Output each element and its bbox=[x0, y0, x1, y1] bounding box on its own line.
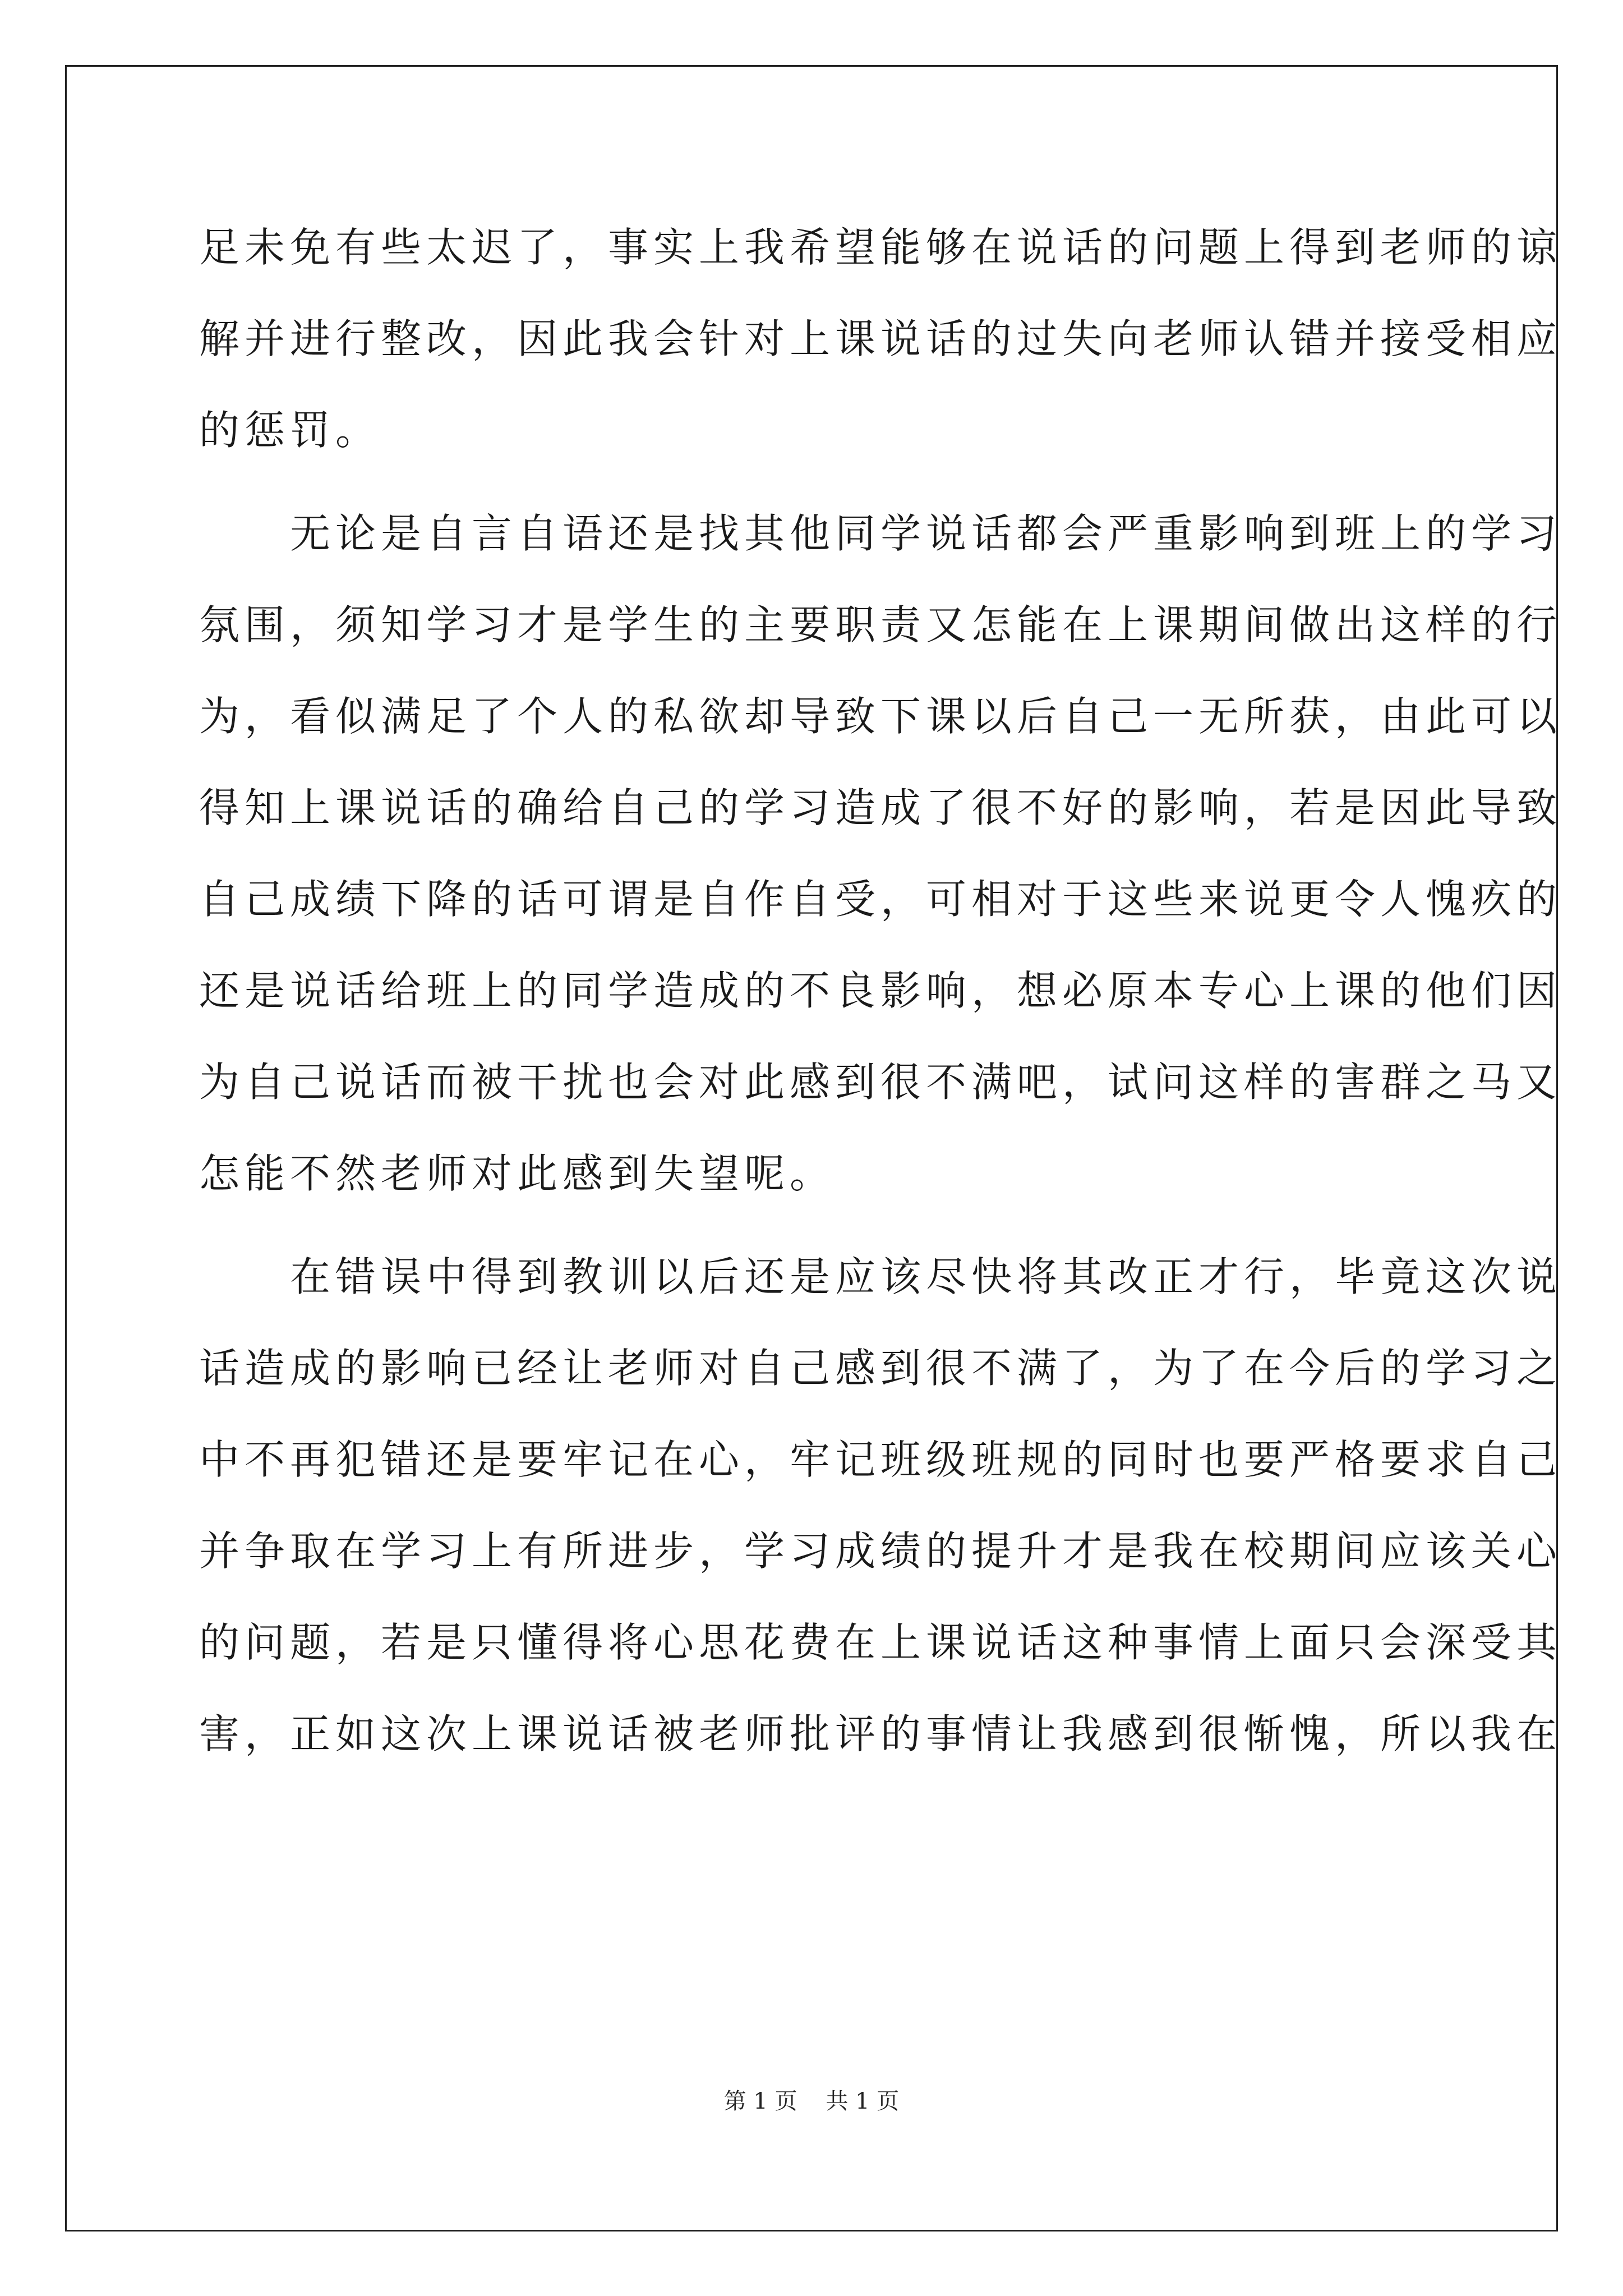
paragraph-spacer bbox=[199, 1234, 1427, 1245]
paragraph-2-line-8: 怎能不然老师对此感到失望呢。 bbox=[199, 1150, 836, 1197]
paragraph-3-line-2: 话造成的影响已经让老师对自己感到很不满了，为了在今后的学习之 bbox=[199, 1345, 1562, 1392]
paragraph-3-line-6: 害，正如这次上课说话被老师批评的事情让我感到很惭愧，所以我在 bbox=[199, 1710, 1562, 1757]
page-footer: 第 1 页 共 1 页 bbox=[723, 2088, 900, 2114]
paragraph-1-line-3: 的惩罚。 bbox=[199, 407, 381, 454]
paragraph-spacer bbox=[199, 490, 1427, 502]
paragraph-2-line-2: 氛围，须知学习才是学生的主要职责又怎能在上课期间做出这样的行 bbox=[199, 601, 1562, 648]
paragraph-3-line-4: 并争取在学习上有所进步，学习成绩的提升才是我在校期间应该关心 bbox=[199, 1527, 1562, 1575]
paragraph-3-line-5: 的问题，若是只懂得将心思花费在上课说话这种事情上面只会深受其 bbox=[199, 1619, 1562, 1666]
paragraph-2-line-3: 为，看似满足了个人的私欲却导致下课以后自己一无所获，由此可以 bbox=[199, 693, 1562, 740]
paragraph-2-line-5: 自己成绩下降的话可谓是自作自受，可相对于这些来说更令人愧疚的 bbox=[199, 876, 1562, 923]
paragraph-2-line-4: 得知上课说话的确给自己的学习造成了很不好的影响，若是因此导致 bbox=[199, 784, 1562, 831]
paragraph-2-line-7: 为自己说话而被干扰也会对此感到很不满吧，试问这样的害群之马又 bbox=[199, 1059, 1562, 1106]
paragraph-1-line-1: 足未免有些太迟了，事实上我希望能够在说话的问题上得到老师的谅 bbox=[199, 224, 1562, 271]
paragraph-3-line-3: 中不再犯错还是要牢记在心，牢记班级班规的同时也要严格要求自己 bbox=[199, 1436, 1562, 1483]
paragraph-2-line-1: 无论是自言自语还是找其他同学说话都会严重影响到班上的学习 bbox=[290, 510, 1562, 557]
document-body bbox=[199, 216, 1562, 1794]
paragraph-2-line-6: 还是说话给班上的同学造成的不良影响，想必原本专心上课的他们因 bbox=[199, 967, 1562, 1014]
paragraph-1-line-2: 解并进行整改，因此我会针对上课说话的过失向老师认错并接受相应 bbox=[199, 315, 1562, 362]
paragraph-3-line-1: 在错误中得到教训以后还是应该尽快将其改正才行，毕竟这次说 bbox=[290, 1253, 1562, 1300]
